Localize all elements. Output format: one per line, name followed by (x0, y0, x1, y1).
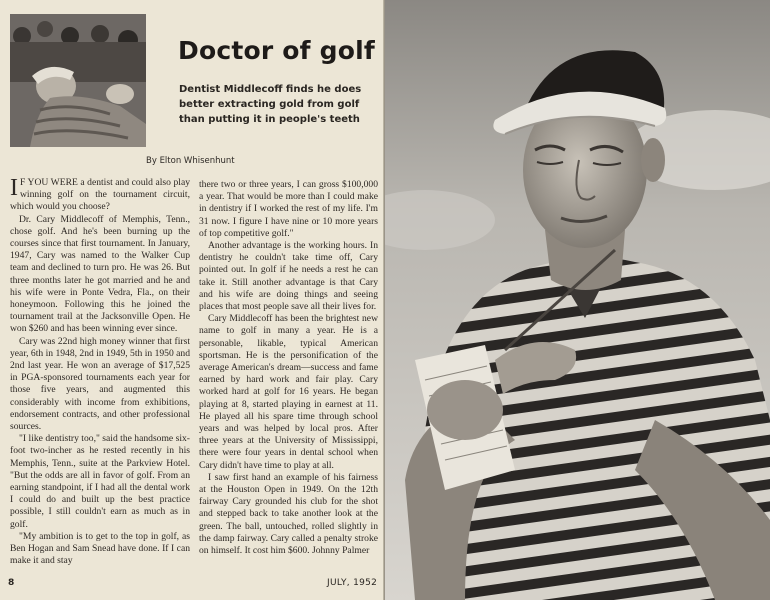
paragraph: Another advantage is the working hours. In dentistry he couldn't take time off, Cary pointed out. In golf if he needs a rest he can take it. Still another advantage is that Cary and his wife are doing things and seeing places that most people save all their lives for. (199, 240, 378, 313)
text-column-1 (10, 177, 190, 573)
right-page-photo (385, 0, 770, 600)
paragraph: there two or three years, I can gross $100,000 a year. That would be more than I could make in dentistry if I worked the rest of my life. I'm 31 now. I figure I have nine or 10 more years of top competitive golf." (199, 179, 378, 239)
paragraph: Dr. Cary Middlecoff of Memphis, Tenn., chose golf. And he's been burning up the courses since that first tournament. In January, 1947, Cary was named to the Walker Cup team and declined to turn pro. He was 26. But three months later he got married and he and his wife were in Ponte Vedra, Fla., on their honeymoon. Following this he joined the tournament trail at the Jacksonville Open. He won $260 and has been winning ever since. (10, 213, 190, 335)
golfer-portrait-photo (385, 0, 770, 600)
text-column-2 (199, 179, 378, 575)
drop-cap: I (10, 177, 18, 201)
article-deck: Dentist Middlecoff finds he does better extracting gold from golf than putting it in people's teeth (179, 84, 362, 125)
article-title: Doctor of golf (178, 36, 375, 65)
paragraph: "My ambition is to get to the top in golf, as Ben Hogan and Sam Snead have done. If I can make it and stay (10, 530, 190, 567)
issue-date: JULY, 1952 (327, 578, 378, 588)
paragraph: Cary was 22nd high money winner that first year, 6th in 1948, 2nd in 1949, 5th in 1950 and 2nd last year. He won an average of $17,525 in PGA-sponsored tournaments each year for those five years, and augmented this considerably with income from exhibitions, endorsement contracts, and other professional sources. (10, 335, 190, 433)
article-byline: By Elton Whisenhunt (146, 156, 235, 166)
paragraph: Cary Middlecoff has been the brightest new name to golf in many a year. He is a personable, likable, typical American sportsman. He is the personification of the average American's dream—success and fame earned by hard work and fair play. Cary worked hard at golf for 16 years. He began playing at 8, started playing in earnest at 11. He played all his spare time through school years and was helped by local pros. After three years at the University of Mississippi, there were four years in dental school when Cary didn't have time to play at all. (199, 313, 378, 471)
paragraph: "I like dentistry too," said the handsome six-foot two-incher as he rested recently in his Memphis, Tenn., suite at the Parkview Hotel. "But the odds are all in favor of golf. From an earning standpoint, if I had all the dental work I could do and built up the best practice possible, I still couldn't earn as much as in golf. (10, 433, 190, 530)
inset-photo-golfer-crowd (10, 14, 146, 147)
paragraph: I F YOU WERE a dentist and could also play winning golf on the tournament circuit, which would you choose? (10, 177, 190, 213)
page-number: 8 (8, 578, 15, 588)
paragraph: I saw first hand an example of his fairness at the Houston Open in 1949. On the 12th fairway Cary grounded his club for the shot and stepped back to take another look at the green. The ball, untouched, rolled slightly in the damp fairway. Cary called a penalty stroke on himself. It cost him $600. Johnny Palmer (199, 471, 378, 557)
